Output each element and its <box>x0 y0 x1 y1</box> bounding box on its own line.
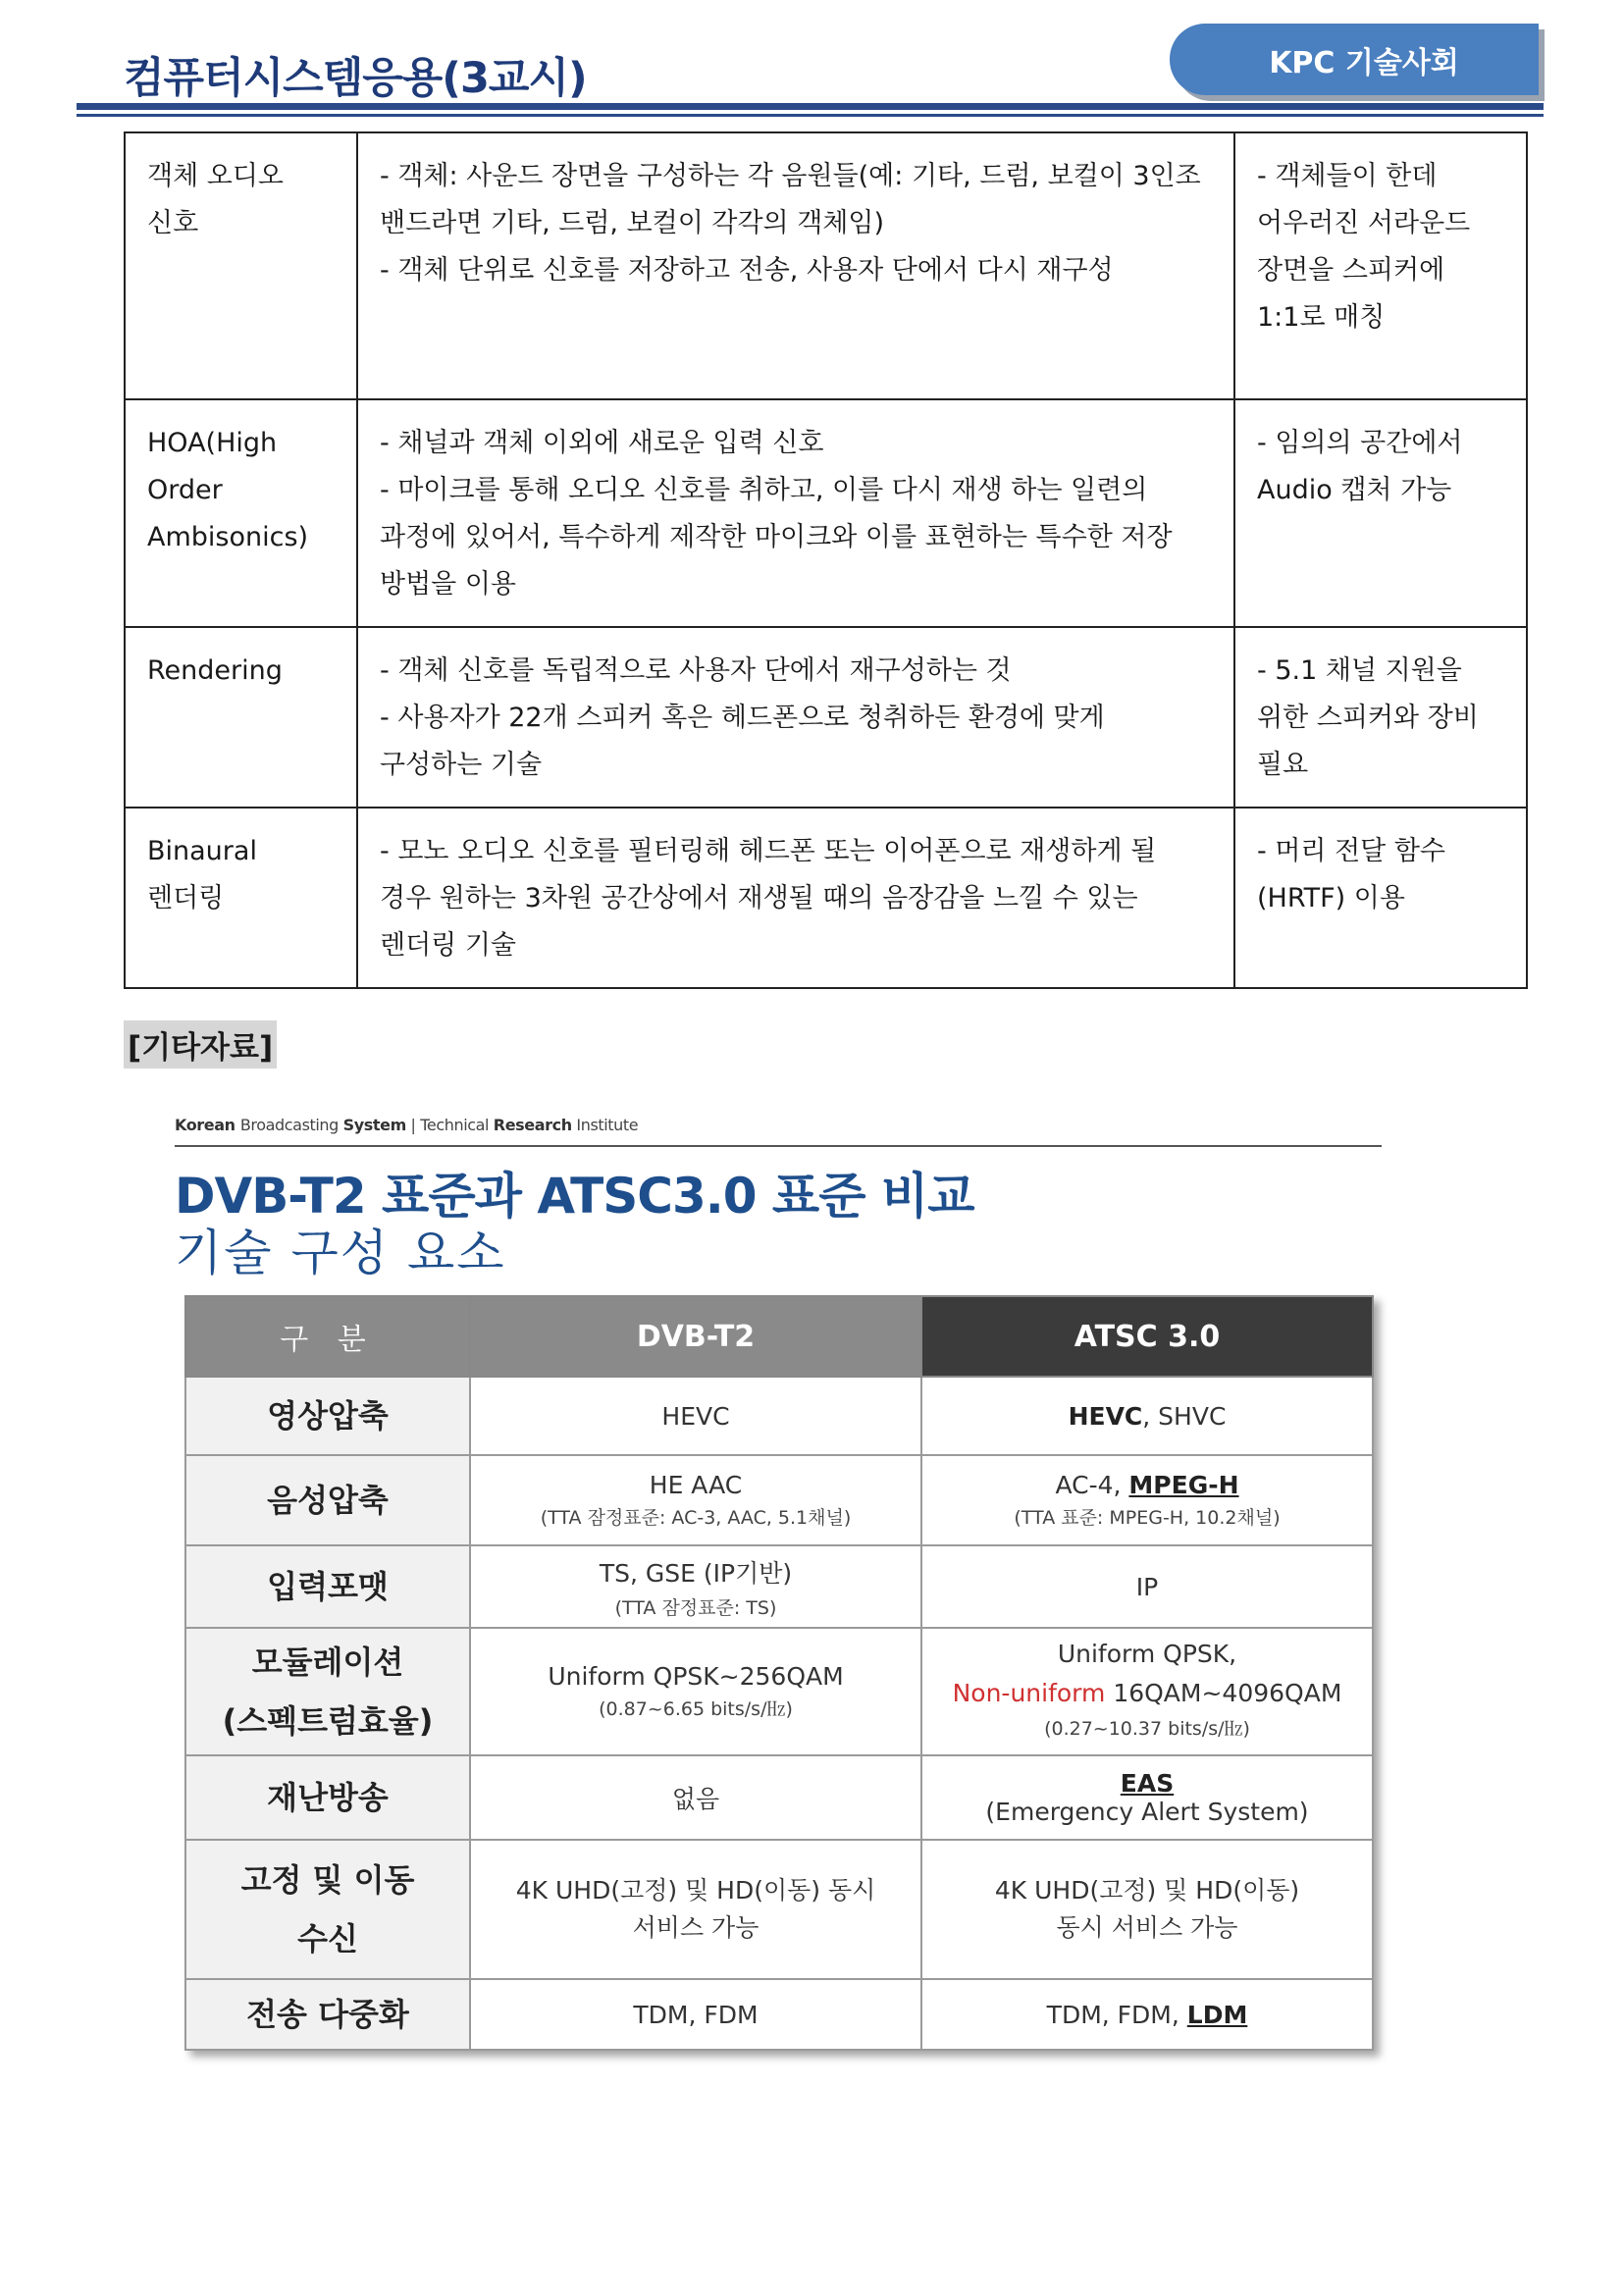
slide-divider <box>175 1145 1382 1147</box>
term-cell: Binaural 렌더링 <box>125 808 357 988</box>
table-row <box>185 1545 1373 1628</box>
atsc-cell: HEVC, SHVC <box>921 1377 1373 1455</box>
dvb-cell: 4K UHD(고정) 및 HD(이동) 동시 서비스 가능 <box>470 1840 921 1979</box>
table-row <box>125 808 1527 988</box>
note-cell: - 임의의 공간에서 Audio 캡처 가능 <box>1234 399 1527 627</box>
atsc-cell: Uniform QPSK, Non-uniform 16QAM~4096QAM (0.27~10.37 bits/s/㎐) <box>921 1628 1373 1755</box>
description-cell: - 채널과 객체 이외에 새로운 입력 신호 - 마이크를 통해 오디오 신호를 취하고, 이를 다시 재생 하는 일련의 과정에 있어서, 특수하게 제작한 마이크와 이를 표현하는 특수한 저장 방법을 이용 <box>357 399 1234 627</box>
dvb-cell: HE AAC (TTA 잠정표준: AC-3, AAC, 5.1채널) <box>470 1455 921 1545</box>
dvb-cell: TDM, FDM <box>470 1979 921 2050</box>
description-cell: - 객체 신호를 독립적으로 사용자 단에서 재구성하는 것 - 사용자가 22개 스피커 혹은 헤드폰으로 청취하든 환경에 맞게 구성하는 기술 <box>357 627 1234 808</box>
description-cell: - 객체: 사운드 장면을 구성하는 각 음원들(예: 기타, 드럼, 보컬이 3인조 밴드라면 기타, 드럼, 보컬이 각각의 객체임) - 객체 단위로 신호를 저장하고 전송, 사용자 단에서 다시 재구성 <box>357 132 1234 399</box>
table-row <box>185 1979 1373 2050</box>
table-header-row <box>185 1296 1373 1377</box>
dvb-cell: 없음 <box>470 1755 921 1840</box>
atsc-cell: TDM, FDM, LDM <box>921 1979 1373 2050</box>
row-label: 입력포맷 <box>185 1545 470 1628</box>
header-rule-thin <box>77 114 1544 117</box>
atsc-cell: AC-4, MPEG-H (TTA 표준: MPEG-H, 10.2채널) <box>921 1455 1373 1545</box>
audio-terms-table <box>124 131 1528 989</box>
table-row <box>185 1455 1373 1545</box>
slide-title: DVB-T2 표준과 ATSC3.0 표준 비교 <box>175 1168 974 1225</box>
table-row <box>125 627 1527 808</box>
kbs-source-line: Korean Broadcasting System | Technical Research Institute <box>175 1116 639 1134</box>
table-row <box>125 399 1527 627</box>
standards-comparison-table <box>184 1295 1374 2051</box>
term-cell: 객체 오디오 신호 <box>125 132 357 399</box>
row-label: 영상압축 <box>185 1377 470 1455</box>
header-rule-thick <box>77 103 1544 110</box>
row-label: 고정 및 이동 수신 <box>185 1840 470 1979</box>
slide-subtitle: 기술 구성 요소 <box>175 1225 506 1281</box>
document-title: 컴퓨터시스템응용(3교시) <box>124 54 587 103</box>
dvb-cell: Uniform QPSK~256QAM (0.87~6.65 bits/s/㎐) <box>470 1628 921 1755</box>
term-cell: HOA(High Order Ambisonics) <box>125 399 357 627</box>
term-cell: Rendering <box>125 627 357 808</box>
dvb-cell: TS, GSE (IP기반) (TTA 잠정표준: TS) <box>470 1545 921 1628</box>
description-cell: - 모노 오디오 신호를 필터링해 헤드폰 또는 이어폰으로 재생하게 될 경우 원하는 3차원 공간상에서 재생될 때의 음장감을 느낄 수 있는 렌더링 기술 <box>357 808 1234 988</box>
kpc-badge: KPC 기술사회 <box>1170 24 1539 95</box>
note-cell: - 객체들이 한데 어우러진 서라운드 장면을 스피커에 1:1로 매칭 <box>1234 132 1527 399</box>
header-dvb-t2: DVB-T2 <box>470 1296 921 1377</box>
header-category: 구 분 <box>185 1296 470 1377</box>
dvb-cell: HEVC <box>470 1377 921 1455</box>
atsc-cell: EAS (Emergency Alert System) <box>921 1755 1373 1840</box>
row-label: 전송 다중화 <box>185 1979 470 2050</box>
note-cell: - 5.1 채널 지원을 위한 스피커와 장비 필요 <box>1234 627 1527 808</box>
row-label: 재난방송 <box>185 1755 470 1840</box>
note-cell: - 머리 전달 함수(HRTF) 이용 <box>1234 808 1527 988</box>
table-row <box>185 1840 1373 1979</box>
comparison-slide-image <box>167 1104 1384 2046</box>
atsc-cell: 4K UHD(고정) 및 HD(이동) 동시 서비스 가능 <box>921 1840 1373 1979</box>
section-label: [기타자료] <box>124 1020 277 1069</box>
row-label: 음성압축 <box>185 1455 470 1545</box>
header-atsc3: ATSC 3.0 <box>921 1296 1373 1377</box>
table-row <box>185 1377 1373 1455</box>
table-row <box>185 1628 1373 1755</box>
table-row <box>185 1755 1373 1840</box>
atsc-cell: IP <box>921 1545 1373 1628</box>
row-label: 모듈레이션 (스펙트럼효율) <box>185 1628 470 1755</box>
table-row <box>125 132 1527 399</box>
